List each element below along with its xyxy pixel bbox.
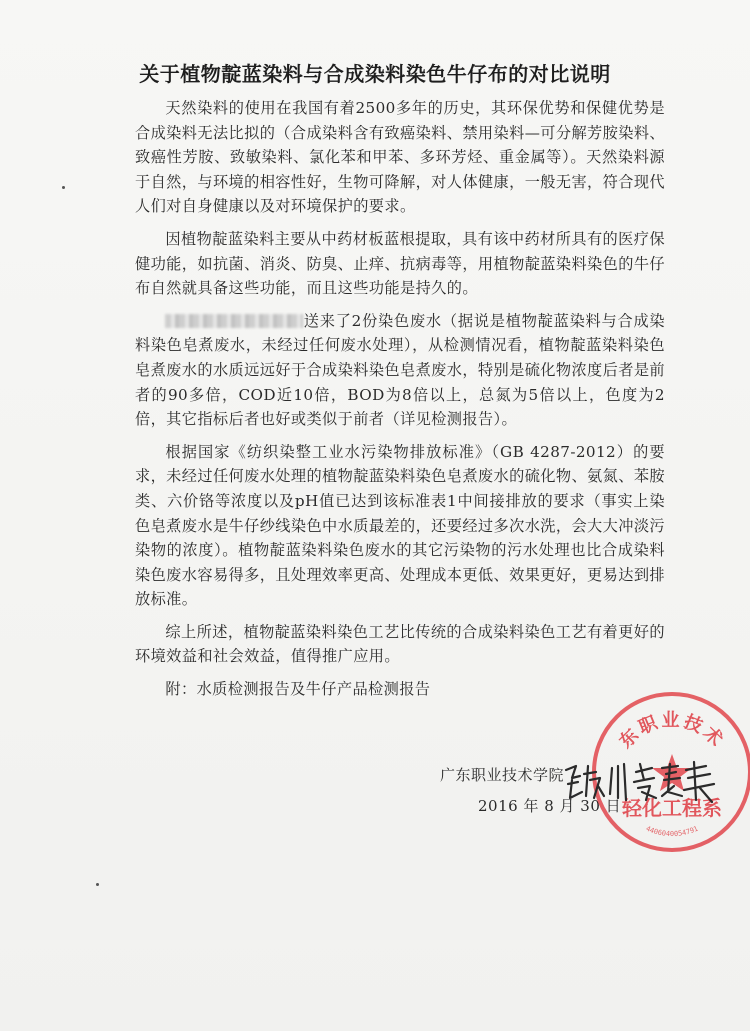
scan-speck bbox=[96, 883, 99, 886]
signature-date: 2016 年 8 月 30 日 bbox=[478, 797, 622, 815]
attachment-note: 附：水质检测报告及牛仔产品检测报告 bbox=[165, 680, 431, 699]
svg-text:东职业技术: 东职业技术 bbox=[615, 710, 729, 753]
scan-speck bbox=[62, 186, 65, 189]
signature-institution: 广东职业技术学院 bbox=[440, 766, 565, 784]
handwritten-signature-icon bbox=[560, 752, 720, 812]
document-title: 关于植物靛蓝染料与合成染料染色牛仔布的对比说明 bbox=[139, 62, 611, 86]
paragraph-5: 综上所述，植物靛蓝染料染色工艺比传统的合成染料染色工艺有着更好的环境效益和社会效益，值得推广应用。 bbox=[135, 622, 665, 666]
svg-text:4406040054791: 4406040054791 bbox=[644, 824, 700, 839]
svg-text:轻化工程系: 轻化工程系 bbox=[622, 796, 722, 820]
paragraph-4: 根据国家《纺织染整工业水污染物排放标准》（GB 4287-2012）的要求，未经过任何废水处理的植物靛蓝染料染色皂煮废水的硫化物、氨氮、苯胺类、六价铬等浓度以及pH值已达到该标准表1中间接排放的要求（事实上染色皂煮废水是牛仔纱线染色中水质最差的，还要经过多次水洗，会大大冲淡污染物的浓度）。植物靛蓝染料染色废水的其它污染物的污水处理也比合成染料染色废水容易得多，且处理效率更高、处理成本更低、效果更好，更易达到排放标准。 bbox=[135, 442, 665, 609]
paragraph-3-text: 送来了2份染色废水（据说是植物靛蓝染料与合成染料染色皂煮废水，未经过任何废水处理），从检测情况看，植物靛蓝染料染色皂煮废水的水质远远好于合成染料染色皂煮废水，特别是硫化物浓度后者是前者的90多倍，COD近10倍，BOD为8倍以上，总氮为5倍以上，色度为2倍，其它指标后者也好或类似于前者（详见检测报告）。 bbox=[135, 311, 665, 429]
paragraph-1: 天然染料的使用在我国有着2500多年的历史，其环保优势和保健优势是合成染料无法比拟的（合成染料含有致癌染料、禁用染料—可分解芳胺染料、致癌性芳胺、致敏染料、氯化苯和甲苯、多环芳烃、重金属等）。天然染料源于自然，与环境的相容性好，生物可降解，对人体健康，一般无害，符合现代人们对自身健康以及对环境保护的要求。 bbox=[135, 99, 665, 216]
paragraph-2: 因植物靛蓝染料主要从中药材板蓝根提取，具有该中药材所具有的医疗保健功能，如抗菌、消炎、防臭、止痒、抗病毒等，用植物靛蓝染料染色的牛仔布自然就具备这些功能，而且这些功能是持久的。 bbox=[135, 229, 665, 298]
redacted-company-name bbox=[165, 314, 303, 328]
document-body bbox=[135, 96, 665, 710]
paragraph-3 bbox=[135, 309, 665, 432]
